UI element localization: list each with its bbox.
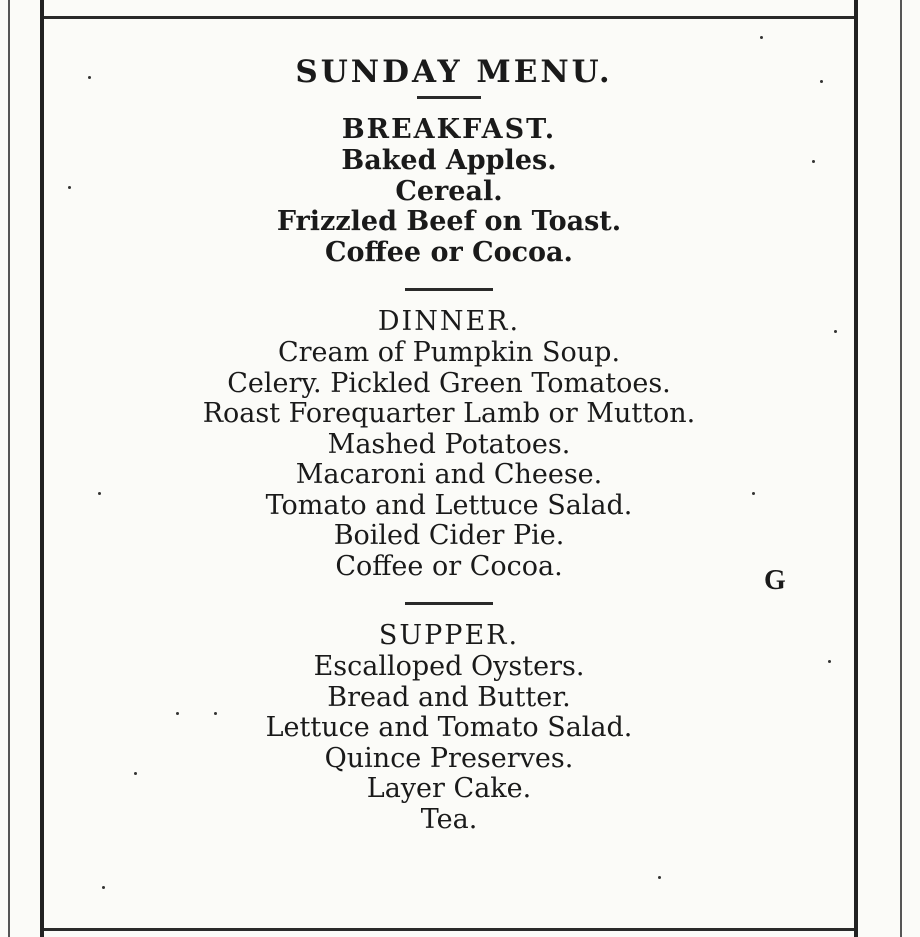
dinner-items bbox=[44, 338, 854, 582]
menu-item: Roast Forequarter Lamb or Mutton. bbox=[202, 398, 696, 429]
menu-item: Bread and Butter. bbox=[327, 681, 571, 713]
menu-item: Baked Apples. bbox=[341, 145, 557, 176]
print-speck bbox=[68, 186, 71, 189]
print-speck bbox=[828, 660, 831, 663]
menu-item: Boiled Cider Pie. bbox=[333, 520, 565, 551]
print-speck bbox=[752, 492, 755, 495]
menu-item: Lettuce and Tomato Salad. bbox=[265, 712, 633, 743]
print-speck bbox=[760, 36, 763, 39]
margin-mark: G bbox=[764, 565, 786, 596]
section-separator bbox=[405, 288, 493, 291]
menu-item: Layer Cake. bbox=[366, 773, 532, 804]
print-speck bbox=[134, 772, 137, 775]
supper-section bbox=[44, 619, 854, 835]
outer-column-rule-right bbox=[900, 0, 902, 937]
menu-item: Cream of Pumpkin Soup. bbox=[277, 337, 621, 368]
menu-item: Cereal. bbox=[395, 175, 503, 207]
print-speck bbox=[176, 712, 179, 715]
print-speck bbox=[88, 76, 91, 79]
print-speck bbox=[214, 712, 217, 715]
menu-item: Celery. Pickled Green Tomatoes. bbox=[227, 367, 671, 399]
supper-heading: SUPPER. bbox=[378, 620, 520, 651]
dinner-section bbox=[44, 305, 854, 582]
menu-item: Coffee or Cocoa. bbox=[325, 236, 573, 268]
breakfast-section bbox=[44, 113, 854, 268]
supper-items bbox=[44, 652, 854, 835]
box-bottom-rule bbox=[44, 928, 854, 931]
box-top-rule bbox=[44, 16, 854, 19]
menu-item: Tomato and Lettuce Salad. bbox=[265, 489, 633, 521]
print-speck bbox=[834, 330, 837, 333]
menu-item: Frizzled Beef on Toast. bbox=[276, 206, 622, 237]
breakfast-heading: BREAKFAST. bbox=[341, 114, 557, 145]
print-speck bbox=[658, 876, 661, 879]
print-speck bbox=[812, 160, 815, 163]
print-speck bbox=[820, 80, 823, 83]
menu-item: Coffee or Cocoa. bbox=[335, 550, 563, 582]
section-separator bbox=[405, 602, 493, 605]
menu-title: SUNDAY MENU. bbox=[295, 54, 613, 90]
breakfast-items bbox=[44, 146, 854, 268]
column-rule-right bbox=[854, 0, 858, 937]
menu-item: Macaroni and Cheese. bbox=[295, 459, 603, 490]
menu-item: Mashed Potatoes. bbox=[327, 428, 571, 460]
print-speck bbox=[98, 492, 101, 495]
menu-block bbox=[44, 52, 854, 835]
print-speck bbox=[102, 886, 105, 889]
dinner-heading: DINNER. bbox=[377, 306, 521, 337]
menu-item: Tea. bbox=[420, 803, 478, 835]
menu-item: Quince Preserves. bbox=[324, 742, 574, 774]
outer-column-rule-left bbox=[8, 0, 10, 937]
title-separator bbox=[417, 96, 481, 99]
menu-item: Escalloped Oysters. bbox=[313, 651, 585, 682]
